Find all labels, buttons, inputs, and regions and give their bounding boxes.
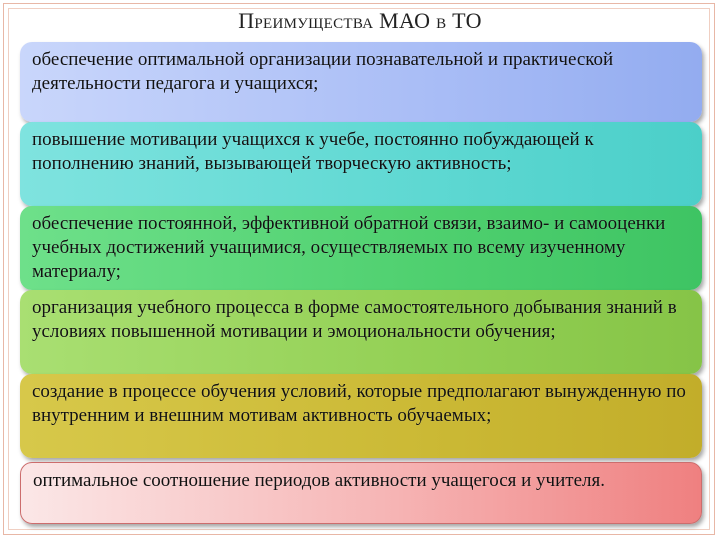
advantage-panel-4 [20,290,702,374]
advantage-panel-6 [20,462,702,524]
advantage-panel-3 [20,206,702,290]
advantage-text-5: создание в процессе обучения условий, которые предполагают вынужденную по внутренним и внешним мотивам активность обучаемых; [32,381,686,426]
advantage-text-6: оптимальное соотношение периодов активности учащегося и учителя. [33,470,605,491]
advantage-panel-5 [20,374,702,458]
advantage-panel-2 [20,122,702,206]
advantage-text-4: организация учебного процесса в форме самостоятельного добывания знаний в условиях повышенной мотивации и эмоциональности обучения; [32,297,677,342]
advantage-text-3: обеспечение постоянной, эффективной обратной связи, взаимо- и самооценки учебных достижений учащимися, осуществляемых по всему изученному материалу; [32,213,666,282]
advantage-text-2: повышение мотивации учащихся к учебе, постоянно побуждающей к пополнению знаний, вызывающей творческую активность; [32,129,594,174]
advantage-text-1: обеспечение оптимальной организации познавательной и практической деятельности педагога и учащихся; [32,49,614,94]
slide-title: Преимущества МАО в ТО [238,8,482,33]
advantage-panel-1 [20,42,702,122]
